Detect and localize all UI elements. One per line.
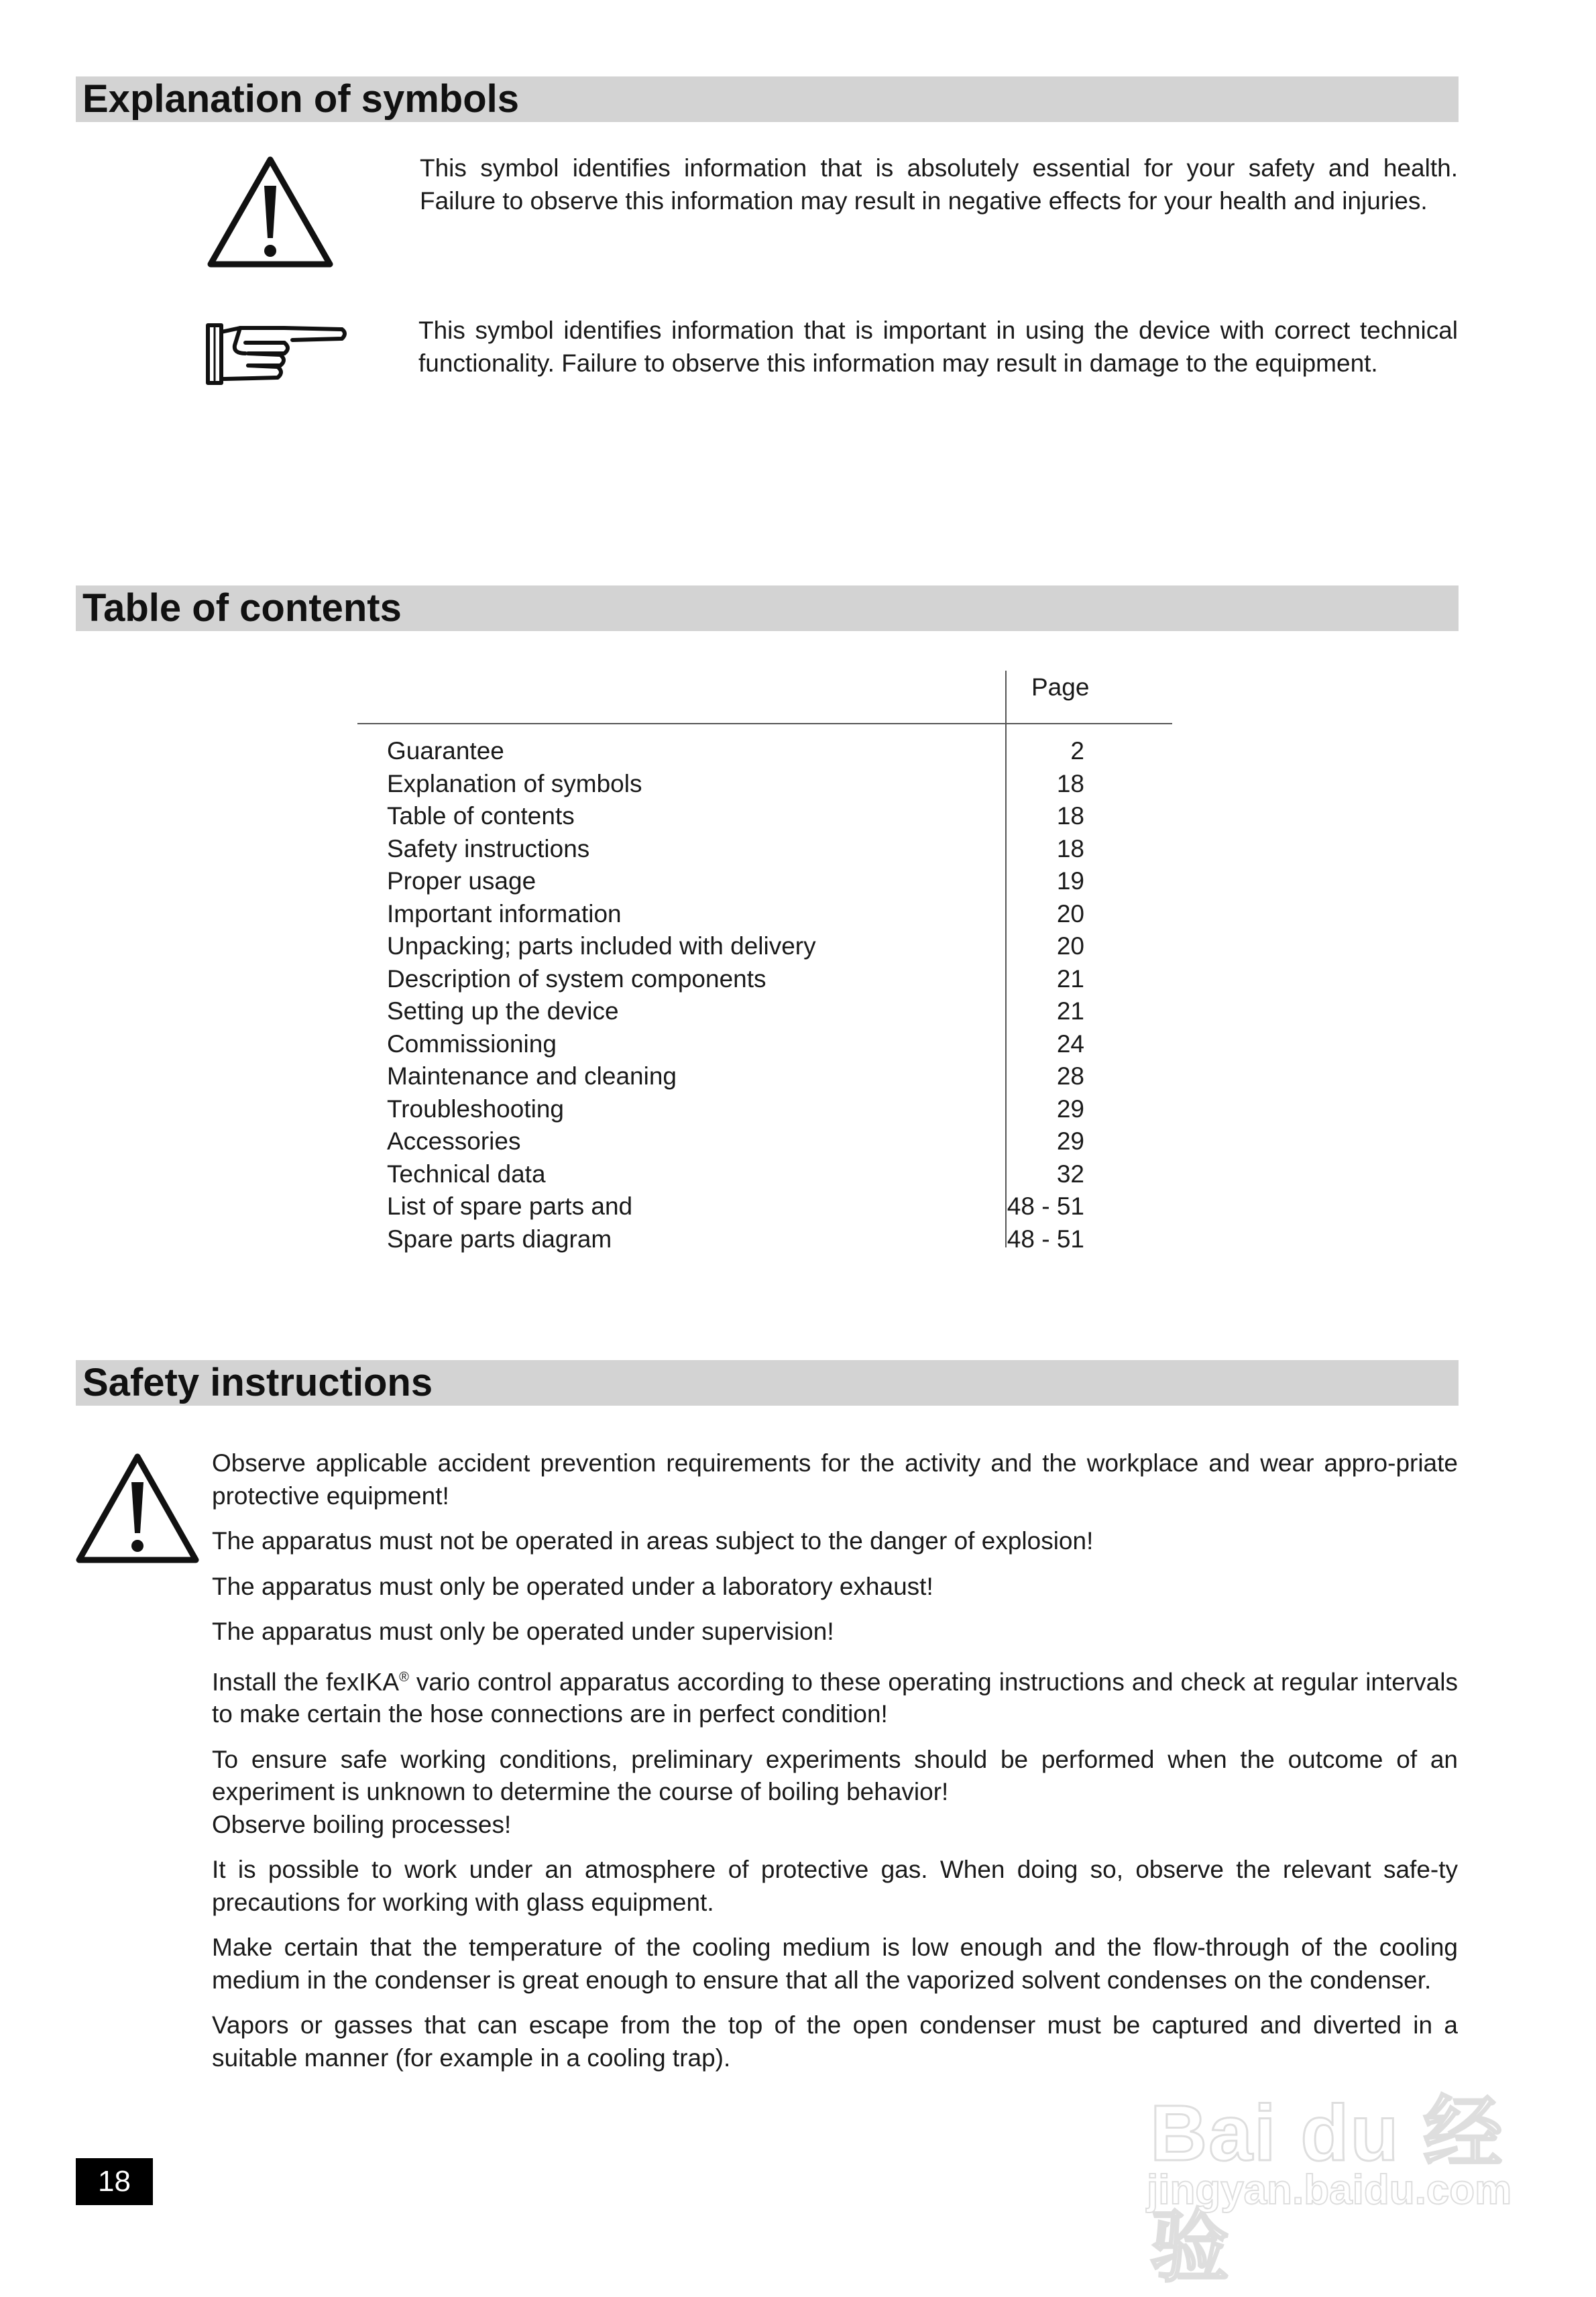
safety-instruction: It is possible to work under an atmosphere of protective gas. When doing so, observe the relevant safe-ty precautions for working with glass equipment. xyxy=(212,1856,1458,1916)
toc-entry-title: Safety instructions xyxy=(387,834,590,862)
toc-row xyxy=(387,1125,1151,1158)
toc-entry-title: List of spare parts and xyxy=(387,1192,633,1220)
toc-row xyxy=(387,963,1151,996)
toc-entry-page: 21 xyxy=(1056,997,1084,1025)
toc-entry-title: Unpacking; parts included with delivery xyxy=(387,932,816,960)
warning-triangle-icon xyxy=(207,156,334,268)
watermark-brand: Bai du 经验 xyxy=(1150,2089,1504,2292)
toc-entry-page: 18 xyxy=(1056,834,1084,862)
toc-entry-page: 28 xyxy=(1056,1062,1084,1090)
toc-entry-page: 18 xyxy=(1056,802,1084,830)
toc-entry-title: Accessories xyxy=(387,1127,521,1155)
toc-row xyxy=(387,1190,1151,1223)
safety-instruction-part: Install the fexIKA xyxy=(212,1667,400,1695)
registered-mark: ® xyxy=(399,1669,409,1685)
toc-row xyxy=(387,865,1151,898)
toc-entry-page: 20 xyxy=(1056,932,1084,960)
section-header-symbols xyxy=(76,76,1459,122)
toc-row xyxy=(387,1223,1151,1256)
pointing-hand-icon xyxy=(205,319,349,390)
toc-row xyxy=(387,1093,1151,1126)
safety-instruction: Observe applicable accident prevention requirements for the activity and the workplace and wear appro-priate protective equipment! xyxy=(212,1449,1458,1510)
watermark-url: jingyan.baidu.com xyxy=(1147,2167,1512,2213)
toc-entry-page: 29 xyxy=(1056,1127,1084,1155)
toc-entry-title: Proper usage xyxy=(387,867,536,895)
section-title-toc: Table of contents xyxy=(82,586,402,630)
toc-entry-page: 20 xyxy=(1056,899,1084,928)
section-header-safety xyxy=(76,1360,1459,1406)
toc-row xyxy=(387,800,1151,833)
toc-row xyxy=(387,930,1151,963)
safety-instruction: The apparatus must not be operated in areas subject to the danger of explosion! xyxy=(212,1527,1094,1555)
toc-rows xyxy=(387,735,1151,1255)
table-of-contents xyxy=(357,671,1176,1253)
section-header-toc xyxy=(76,585,1459,631)
safety-instructions-list xyxy=(212,1447,1458,2087)
safety-instruction: Vapors or gasses that can escape from the top of the open condenser must be captured and diverted in a suitable manner (for example in a cooling trap). xyxy=(212,2011,1458,2072)
toc-header-rule xyxy=(357,723,1172,724)
safety-instruction: Make certain that the temperature of the cooling medium is low enough and the flow-through of the cooling medium in the condenser is great enough to ensure that all the vaporized solvent condenses on the condenser. xyxy=(212,1934,1458,1994)
toc-entry-title: Explanation of symbols xyxy=(387,769,642,797)
safety-instruction-part: Observe boiling processes! xyxy=(212,1810,512,1838)
toc-entry-title: Troubleshooting xyxy=(387,1095,564,1123)
safety-instruction xyxy=(212,1744,1458,1842)
toc-row xyxy=(387,995,1151,1028)
toc-row xyxy=(387,833,1151,866)
toc-entry-title: Setting up the device xyxy=(387,997,619,1025)
safety-instruction: The apparatus must only be operated under supervision! xyxy=(212,1618,834,1645)
toc-entry-page: 21 xyxy=(1056,964,1084,993)
hand-symbol-description: This symbol identifies information that is important in using the device with correct technical functionality. Failure to observe this information may result in damage to the equipment. xyxy=(418,317,1458,377)
toc-entry-title: Important information xyxy=(387,899,622,928)
watermark xyxy=(1140,2069,1516,2292)
toc-row xyxy=(387,1060,1151,1093)
toc-entry-title: Description of system components xyxy=(387,964,766,993)
page-number: 18 xyxy=(76,2158,153,2205)
toc-entry-title: Commissioning xyxy=(387,1029,557,1058)
toc-row xyxy=(387,735,1151,768)
toc-entry-page: 18 xyxy=(1056,769,1084,797)
toc-entry-title: Maintenance and cleaning xyxy=(387,1062,677,1090)
toc-entry-page: 29 xyxy=(1056,1095,1084,1123)
toc-entry-page: 19 xyxy=(1056,867,1084,895)
toc-row xyxy=(387,898,1151,931)
toc-entry-title: Spare parts diagram xyxy=(387,1225,612,1253)
safety-instruction: The apparatus must only be operated under a laboratory exhaust! xyxy=(212,1572,933,1600)
toc-entry-page: 32 xyxy=(1056,1160,1084,1188)
toc-entry-page: 24 xyxy=(1056,1029,1084,1058)
warning-symbol-description: This symbol identifies information that is absolutely essential for your safety and health. Failure to observe this information may result in negative effects for your health and injuries. xyxy=(420,154,1458,215)
toc-entry-title: Guarantee xyxy=(387,737,504,765)
toc-entry-page: 2 xyxy=(1070,737,1084,765)
toc-row xyxy=(387,768,1151,801)
safety-instruction xyxy=(212,1661,1458,1731)
toc-row xyxy=(387,1158,1151,1191)
warning-triangle-icon xyxy=(75,1453,200,1564)
toc-page-column-header: Page xyxy=(1031,673,1090,701)
toc-row xyxy=(387,1028,1151,1061)
section-title-safety: Safety instructions xyxy=(82,1361,433,1404)
toc-entry-page: 48 - 51 xyxy=(1007,1192,1084,1220)
safety-instruction-part: vario control apparatus according to these operating instructions and check at regular intervals to make certain the hose connections are in perfect condition! xyxy=(212,1667,1458,1728)
toc-entry-title: Table of contents xyxy=(387,802,575,830)
toc-entry-page: 48 - 51 xyxy=(1007,1225,1084,1253)
safety-instruction-part: To ensure safe working conditions, preliminary experiments should be performed when the outcome of an experiment is unknown to determine the course of boiling behavior! xyxy=(212,1745,1458,1806)
toc-entry-title: Technical data xyxy=(387,1160,546,1188)
section-title-symbols: Explanation of symbols xyxy=(82,77,519,121)
